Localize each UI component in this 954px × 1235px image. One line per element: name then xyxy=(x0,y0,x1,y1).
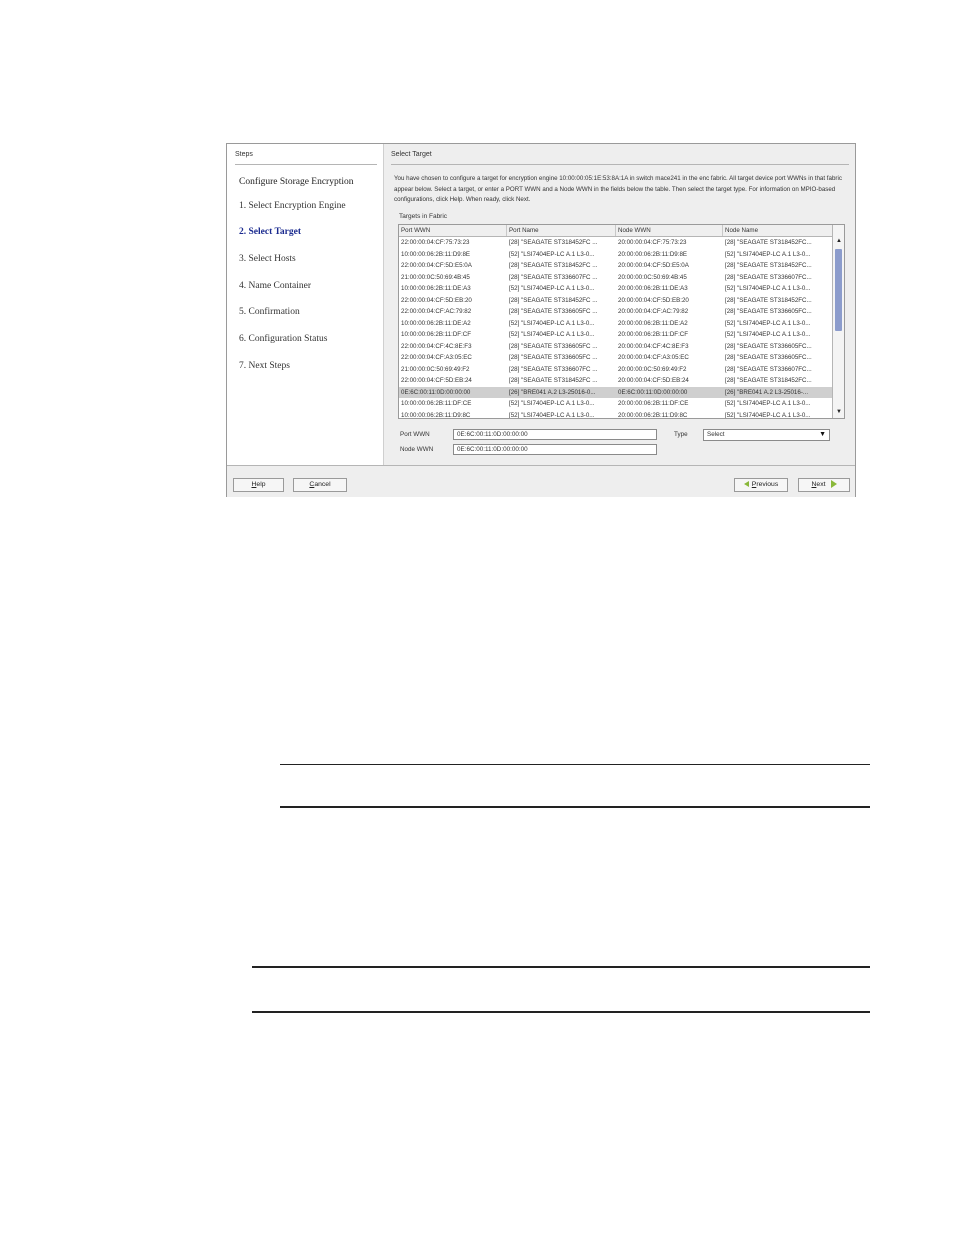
table-row[interactable] xyxy=(399,341,832,353)
cell-node-wwn: 20:00:00:06:2B:11:DF:CE xyxy=(618,400,689,407)
cell-node-wwn: 0E:6C:00:11:0D:00:00:00 xyxy=(618,388,688,396)
cell-port-name: [52] "LSI7404EP-LC A.1 L3-0... xyxy=(509,411,595,419)
cell-node-wwn: 20:00:00:04:CF:AC:79:82 xyxy=(618,308,689,315)
table-row[interactable] xyxy=(399,364,832,376)
cell-port-name: [28] "SEAGATE ST318452FC ... xyxy=(509,239,598,246)
scroll-up-icon[interactable]: ▲ xyxy=(836,238,842,244)
table-row[interactable] xyxy=(399,237,832,249)
cell-port-name: [28] "SEAGATE ST336605FC ... xyxy=(509,354,598,361)
main-pane xyxy=(384,144,855,465)
cell-node-name: [52] "LSI7404EP-LC A.1 L3-0... xyxy=(725,250,811,258)
cell-port-name: [52] "LSI7404EP-LC A.1 L3-0... xyxy=(509,400,595,407)
cell-node-name: [28] "SEAGATE ST318452FC... xyxy=(725,377,812,384)
step-name-container: 4. Name Container xyxy=(239,281,312,291)
port-wwn-label: Port WWN xyxy=(400,431,430,438)
table-row[interactable] xyxy=(399,398,832,410)
cell-port-wwn: 21:00:00:0C:50:69:49:F2 xyxy=(401,365,470,373)
cell-node-name: [28] "SEAGATE ST318452FC... xyxy=(725,262,812,269)
cell-node-wwn: 20:00:00:0C:50:69:4B:45 xyxy=(618,273,687,281)
cell-node-wwn: 20:00:00:06:2B:11:DE:A2 xyxy=(618,319,688,327)
cell-port-wwn: 22:00:00:04:CF:5D:EB:24 xyxy=(401,377,472,384)
table-row[interactable] xyxy=(399,295,832,307)
cell-port-name: [52] "LSI7404EP-LC A.1 L3-0... xyxy=(509,250,595,258)
cell-port-name: [28] "SEAGATE ST336607FC ... xyxy=(509,273,598,281)
dropdown-arrow-icon: ▼ xyxy=(819,431,826,438)
arrow-right-icon xyxy=(831,480,837,488)
configure-storage-encryption-dialog xyxy=(226,143,856,497)
cell-node-name: [26] "BRE041 A.2 L3-25016-... xyxy=(725,388,809,396)
cell-node-name: [28] "SEAGATE ST336607FC... xyxy=(725,365,812,373)
step-select-target: 2. Select Target xyxy=(239,227,302,237)
previous-button[interactable]: Previous xyxy=(734,478,788,492)
table-row[interactable] xyxy=(399,352,832,364)
cell-node-name: [28] "SEAGATE ST336605FC... xyxy=(725,342,812,350)
cell-node-name: [52] "LSI7404EP-LC A.1 L3-0... xyxy=(725,331,811,338)
column-header-node-name[interactable]: Node Name xyxy=(725,227,759,234)
cell-port-name: [52] "LSI7404EP-LC A.1 L3-0... xyxy=(509,285,595,292)
cell-port-wwn: 10:00:00:06:2B:11:D9:8C xyxy=(401,411,471,419)
divider-rule xyxy=(280,806,870,808)
cell-port-name: [52] "LSI7404EP-LC A.1 L3-0... xyxy=(509,331,595,338)
button-bar xyxy=(227,465,855,497)
cell-port-name: [28] "SEAGATE ST318452FC ... xyxy=(509,296,598,304)
steps-pane xyxy=(227,144,384,465)
divider-rule xyxy=(252,966,870,968)
cell-node-name: [28] "SEAGATE ST336605FC... xyxy=(725,308,812,315)
step-select-hosts: 3. Select Hosts xyxy=(239,254,296,264)
page-title: Select Target xyxy=(391,151,849,165)
port-wwn-input[interactable]: 0E:6C:00:11:0D:00:00:00 xyxy=(453,429,657,440)
cell-port-name: [52] "LSI7404EP-LC A.1 L3-0... xyxy=(509,319,595,327)
type-label: Type xyxy=(674,431,688,438)
scroll-thumb[interactable] xyxy=(835,249,842,331)
cell-node-wwn: 20:00:00:04:CF:5D:EB:20 xyxy=(618,296,689,304)
intro-text: You have chosen to configure a target for encryption engine 10:00:00:05:1E:53:8A:1A in switch mace241 in the enc fabric. All target device port WWNs in that fabric appear below. Select a target, or enter a PORT WWN and a Node WWN in the fields below the table. Then select the target type. For information on MPIO-based configurations, click Help. When ready, click Next. xyxy=(394,175,842,203)
targets-table xyxy=(398,224,845,419)
node-wwn-input[interactable]: 0E:6C:00:11:0D:00:00:00 xyxy=(453,444,657,455)
cell-port-wwn: 10:00:00:06:2B:11:DE:A3 xyxy=(401,285,471,292)
divider-rule xyxy=(252,1011,870,1013)
cell-node-wwn: 20:00:00:04:CF:A3:05:EC xyxy=(618,354,689,361)
arrow-left-icon xyxy=(744,481,749,487)
table-row[interactable] xyxy=(399,260,832,272)
column-header-port-wwn[interactable]: Port WWN xyxy=(399,225,507,236)
cell-node-wwn: 20:00:00:06:2B:11:DF:CF xyxy=(618,331,689,338)
cell-port-wwn: 22:00:00:04:CF:75:73:23 xyxy=(401,239,470,246)
help-button[interactable]: Help xyxy=(233,478,284,492)
target-type-value: Select xyxy=(707,431,725,438)
table-body xyxy=(399,237,832,419)
next-button[interactable]: Next xyxy=(798,478,850,492)
cell-port-name: [28] "SEAGATE ST336605FC ... xyxy=(509,308,598,315)
step-select-encryption-engine: 1. Select Encryption Engine xyxy=(239,201,346,211)
table-scrollbar[interactable] xyxy=(832,225,845,418)
cell-port-wwn: 10:00:00:06:2B:11:D9:8E xyxy=(401,250,471,258)
cell-port-name: [28] "SEAGATE ST318452FC ... xyxy=(509,377,598,384)
table-row[interactable] xyxy=(399,387,832,399)
table-row[interactable] xyxy=(399,375,832,387)
cell-node-name: [28] "SEAGATE ST318452FC... xyxy=(725,239,812,246)
cell-node-name: [28] "SEAGATE ST336607FC... xyxy=(725,273,812,281)
wizard-title: Configure Storage Encryption xyxy=(239,177,354,187)
cell-port-wwn: 22:00:00:04:CF:5D:E5:0A xyxy=(401,262,472,269)
target-type-select[interactable] xyxy=(703,429,830,441)
step-confirmation: 5. Confirmation xyxy=(239,307,300,317)
table-row[interactable] xyxy=(399,283,832,295)
column-header-port-name[interactable]: Port Name xyxy=(507,225,616,236)
cell-node-wwn: 20:00:00:06:2B:11:D9:8E xyxy=(618,250,688,258)
cell-port-wwn: 22:00:00:04:CF:A3:05:EC xyxy=(401,354,472,361)
divider-rule xyxy=(280,764,870,765)
cell-node-wwn: 20:00:00:06:2B:11:D9:8C xyxy=(618,411,688,419)
targets-in-fabric-label: Targets in Fabric xyxy=(399,213,448,220)
cell-node-name: [52] "LSI7404EP-LC A.1 L3-0... xyxy=(725,411,811,419)
cell-node-wwn: 20:00:00:0C:50:69:49:F2 xyxy=(618,365,687,373)
table-row[interactable] xyxy=(399,318,832,330)
column-header-node-wwn[interactable]: Node WWN xyxy=(616,225,723,236)
scroll-down-icon[interactable]: ▼ xyxy=(836,409,842,415)
cancel-button[interactable]: Cancel xyxy=(293,478,347,492)
step-configuration-status: 6. Configuration Status xyxy=(239,334,328,344)
cell-port-wwn: 0E:6C:00:11:0D:00:00:00 xyxy=(401,388,471,396)
steps-header: Steps xyxy=(235,151,377,165)
cell-port-wwn: 10:00:00:06:2B:11:DF:CE xyxy=(401,400,472,407)
node-wwn-label: Node WWN xyxy=(400,446,434,453)
table-row[interactable] xyxy=(399,249,832,261)
table-row[interactable] xyxy=(399,306,832,318)
step-next-steps: 7. Next Steps xyxy=(239,361,290,371)
cell-port-wwn: 10:00:00:06:2B:11:DF:CF xyxy=(401,331,472,338)
cell-port-name: [28] "SEAGATE ST336605FC ... xyxy=(509,342,598,350)
cell-port-wwn: 22:00:00:04:CF:5D:EB:20 xyxy=(401,296,472,304)
table-header xyxy=(399,225,832,237)
cell-node-name: [52] "LSI7404EP-LC A.1 L3-0... xyxy=(725,319,811,327)
cell-port-wwn: 22:00:00:04:CF:AC:79:82 xyxy=(401,308,472,315)
table-row[interactable] xyxy=(399,329,832,341)
cell-node-name: [52] "LSI7404EP-LC A.1 L3-0... xyxy=(725,400,811,407)
cell-port-name: [28] "SEAGATE ST318452FC ... xyxy=(509,262,598,269)
cell-node-wwn: 20:00:00:04:CF:5D:EB:24 xyxy=(618,377,689,384)
cell-node-wwn: 20:00:00:04:CF:5D:E5:0A xyxy=(618,262,689,269)
cell-port-wwn: 10:00:00:06:2B:11:DE:A2 xyxy=(401,319,471,327)
cell-node-wwn: 20:00:00:04:CF:4C:8E:F3 xyxy=(618,342,689,350)
cell-node-wwn: 20:00:00:04:CF:75:73:23 xyxy=(618,239,687,246)
table-row[interactable] xyxy=(399,272,832,284)
cell-node-name: [52] "LSI7404EP-LC A.1 L3-0... xyxy=(725,285,811,292)
table-row[interactable] xyxy=(399,410,832,420)
cell-port-wwn: 22:00:00:04:CF:4C:8E:F3 xyxy=(401,342,472,350)
cell-port-name: [26] "BRE041 A.2 L3-25016-0... xyxy=(509,388,596,396)
cell-node-name: [28] "SEAGATE ST336605FC... xyxy=(725,354,812,361)
cell-node-wwn: 20:00:00:06:2B:11:DE:A3 xyxy=(618,285,688,292)
cell-port-name: [28] "SEAGATE ST336607FC ... xyxy=(509,365,598,373)
cell-node-name: [28] "SEAGATE ST318452FC... xyxy=(725,296,812,304)
cell-port-wwn: 21:00:00:0C:50:69:4B:45 xyxy=(401,273,470,281)
